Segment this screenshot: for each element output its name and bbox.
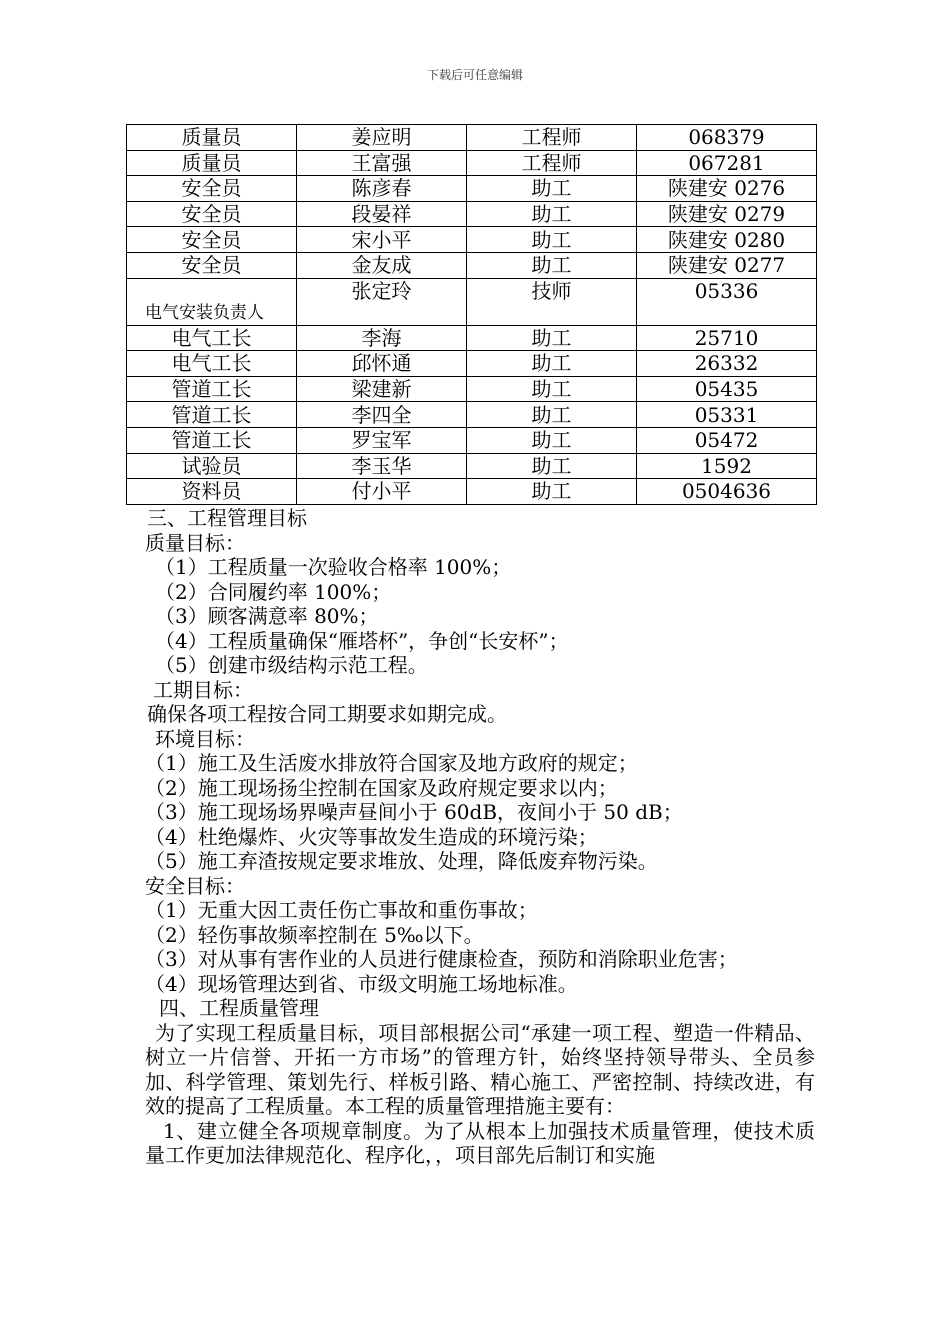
cell-title: 助工 [467,427,637,453]
cell-name: 陈彦春 [297,176,467,202]
cell-name: 李四全 [297,402,467,428]
quality-heading: 质量目标： [145,530,245,555]
cell-cert-no: 0504636 [637,479,817,505]
cell-title: 助工 [467,201,637,227]
cell-role: 电气安装负责人 [127,278,297,325]
safety-item: （4）现场管理达到省、市级文明施工场地标准。 [145,971,578,996]
cell-role: 资料员 [127,479,297,505]
section3-title: 三、工程管理目标 [147,506,307,530]
cell-title: 助工 [467,227,637,253]
cell-role: 质量员 [127,125,297,151]
section4-title: 四、工程质量管理 [159,996,319,1020]
cell-cert-no: 陕建安 0279 [637,201,817,227]
table-row [127,325,817,351]
cell-title: 助工 [467,402,637,428]
cell-cert-no: 05435 [637,376,817,402]
section4-paragraph-2: 1、建立健全各项规章制度。为了从根本上加强技术质量管理，使技术质量工作更加法律规范化、程序化，，项目部先后制订和实施 [145,1118,815,1167]
cell-title: 助工 [467,325,637,351]
table-row [127,125,817,151]
table-row [127,402,817,428]
env-heading: 环境目标： [155,726,255,751]
env-item: （2）施工现场扬尘控制在国家及政府规定要求以内； [145,775,618,800]
table-row [127,351,817,377]
cell-title: 助工 [467,376,637,402]
cell-cert-no: 25710 [637,325,817,351]
cell-role: 安全员 [127,201,297,227]
cell-cert-no: 陕建安 0277 [637,252,817,278]
safety-item: （2）轻伤事故频率控制在 5‰以下。 [145,922,484,947]
cell-name: 宋小平 [297,227,467,253]
cell-cert-no: 05331 [637,402,817,428]
safety-item: （3）对从事有害作业的人员进行健康检查，预防和消除职业危害； [145,947,738,971]
cell-title: 工程师 [467,150,637,176]
cell-cert-no: 陕建安 0280 [637,227,817,253]
table-row [127,278,817,325]
cell-cert-no: 26332 [637,351,817,377]
table-row [127,427,817,453]
cell-name: 段晏祥 [297,201,467,227]
cell-cert-no: 陕建安 0276 [637,176,817,202]
cell-name: 李玉华 [297,453,467,479]
cell-title: 助工 [467,453,637,479]
cell-title: 助工 [467,479,637,505]
cell-cert-no: 05336 [637,278,817,325]
table-row [127,201,817,227]
cell-cert-no: 068379 [637,125,817,151]
table-row [127,479,817,505]
cell-name: 王富强 [297,150,467,176]
cell-role: 电气工长 [127,325,297,351]
quality-item: （3）顾客满意率 80%； [155,604,379,628]
schedule-heading: 工期目标： [153,677,253,702]
env-item: （5）施工弃渣按规定要求堆放、处理，降低废弃物污染。 [145,849,658,873]
table-row [127,227,817,253]
quality-item: （5）创建市级结构示范工程。 [155,653,428,677]
safety-item: （1）无重大因工责任伤亡事故和重伤事故； [145,898,538,922]
cell-name: 罗宝军 [297,427,467,453]
cell-cert-no: 067281 [637,150,817,176]
section4-paragraph-1: 为了实现工程质量目标，项目部根据公司“承建一项工程、塑造一件精品、树立一片信誉、开拓一方市场”的管理方针，始终坚持领导带头、全员参加、科学管理、策划先行、样板引路、精心施工、严密控制、持续改进，有效的提高了工程质量。本工程的质量管理措施主要有： [145,1020,815,1118]
cell-role: 电气工长 [127,351,297,377]
cell-title: 助工 [467,176,637,202]
cell-role: 质量员 [127,150,297,176]
cell-role: 安全员 [127,227,297,253]
quality-item: （1）工程质量一次验收合格率 100%； [155,555,512,579]
table-row [127,453,817,479]
cell-role: 安全员 [127,176,297,202]
cell-title: 工程师 [467,125,637,151]
cell-name: 李海 [297,325,467,351]
cell-title: 助工 [467,351,637,377]
document-body [145,506,815,1168]
cell-name: 付小平 [297,479,467,505]
table-row [127,150,817,176]
quality-item: （4）工程质量确保“雁塔杯”，争创“长安杯”； [155,628,569,653]
env-item: （3）施工现场场界噪声昼间小于 60dB，夜间小于 50 dB； [145,800,683,824]
cell-name: 邱怀通 [297,351,467,377]
schedule-text: 确保各项工程按合同工期要求如期完成。 [147,702,507,726]
env-item: （1）施工及生活废水排放符合国家及地方政府的规定； [145,751,638,775]
quality-item: （2）合同履约率 100%； [155,579,392,604]
cell-role: 管道工长 [127,427,297,453]
cell-title: 助工 [467,252,637,278]
cell-role: 管道工长 [127,376,297,402]
cell-title: 技师 [467,278,637,325]
cell-name: 梁建新 [297,376,467,402]
table-row [127,252,817,278]
cell-name: 姜应明 [297,125,467,151]
cell-cert-no: 05472 [637,427,817,453]
cell-role: 试验员 [127,453,297,479]
cell-name: 金友成 [297,252,467,278]
table-row [127,176,817,202]
table-row [127,376,817,402]
cell-role: 管道工长 [127,402,297,428]
env-item: （4）杜绝爆炸、火灾等事故发生造成的环境污染； [145,824,598,849]
page-header: 下载后可任意编辑 [426,68,523,82]
staff-table [126,124,817,505]
cell-name: 张定玲 [297,278,467,325]
cell-cert-no: 1592 [637,453,817,479]
cell-role: 安全员 [127,252,297,278]
safety-heading: 安全目标： [145,873,245,898]
